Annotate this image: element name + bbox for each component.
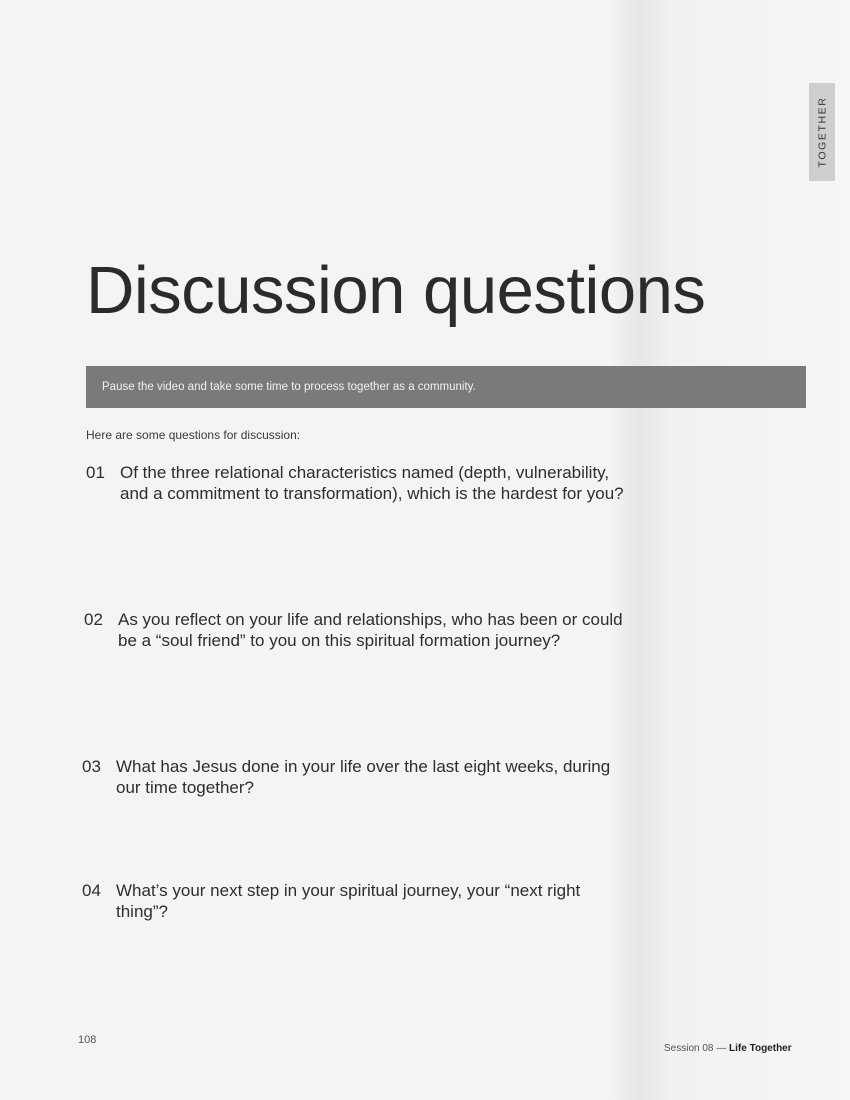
question-number: 02 (84, 610, 103, 629)
question-text: Of the three relational characteristics named (depth, vulnerability, and a commitment to transformation), which is the hardest for you? (120, 463, 624, 503)
question-item (82, 880, 621, 922)
question-number: 01 (86, 463, 105, 482)
question-text: What has Jesus done in your life over the last eight weeks, during our time together? (116, 757, 611, 797)
question-item (82, 756, 621, 798)
footer-session-title: Life Together (729, 1043, 792, 1054)
footer-session: Session 08 — (664, 1043, 730, 1054)
question-number: 04 (82, 881, 101, 900)
instruction-banner (86, 366, 806, 408)
question-item (84, 609, 623, 651)
page-title: Discussion questions (86, 253, 706, 328)
question-item (86, 462, 625, 504)
instruction-banner-text: Pause the video and take some time to process together as a community. (102, 381, 476, 393)
question-text: As you reflect on your life and relationships, who has been or could be a “soul friend” to you on this spiritual formation journey? (118, 610, 623, 650)
section-tab-label: TOGETHER (816, 96, 829, 168)
section-tab (809, 83, 835, 181)
page-number: 108 (78, 1034, 97, 1046)
question-number: 03 (82, 757, 101, 776)
running-footer (664, 1043, 792, 1054)
intro-text: Here are some questions for discussion: (86, 428, 301, 442)
question-text: What’s your next step in your spiritual journey, your “next right thing”? (116, 881, 581, 921)
